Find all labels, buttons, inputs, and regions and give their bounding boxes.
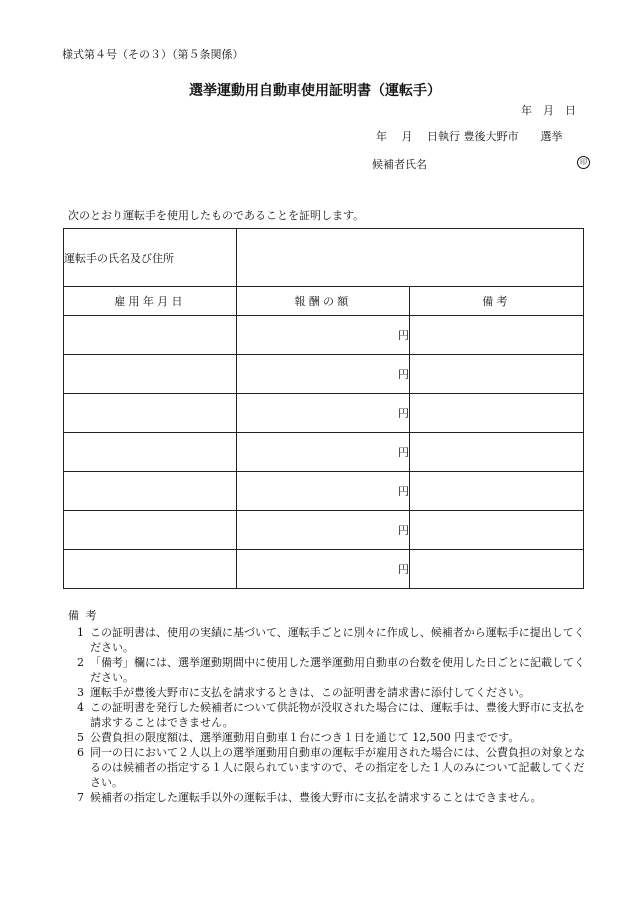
remarks-cell[interactable] (410, 511, 584, 550)
remarks-cell[interactable] (410, 550, 584, 589)
note-item (68, 685, 593, 700)
table-row (64, 511, 584, 550)
yen-unit: 円 (398, 407, 409, 420)
notes-title: 備考 (68, 609, 104, 622)
note-item (68, 745, 593, 790)
driver-table (63, 228, 584, 589)
date-cell[interactable] (64, 433, 237, 472)
seal-mark-icon: 印 (577, 156, 590, 169)
note-number: 7 (77, 791, 84, 804)
date-cell[interactable] (64, 472, 237, 511)
note-item (68, 625, 593, 655)
amount-cell[interactable] (237, 433, 410, 472)
yen-unit: 円 (398, 446, 409, 459)
amount-cell[interactable] (237, 472, 410, 511)
date-cell[interactable] (64, 511, 237, 550)
note-text: 「備考」欄には、選挙運動期間中に使用した選挙運動用自動車の台数を使用した日ごとに記載してください。 (90, 656, 585, 684)
amount-cell[interactable] (237, 355, 410, 394)
note-text: この証明書を発行した候補者について供託物が没収された場合には、運転手は、豊後大野市に支払を請求することはできません。 (90, 701, 585, 729)
yen-unit: 円 (398, 329, 409, 342)
document-title: 選挙運動用自動車使用証明書（運転手） (189, 83, 441, 99)
remarks-cell[interactable] (410, 394, 584, 433)
table-row (64, 472, 584, 511)
table-row (64, 550, 584, 589)
amount-cell[interactable] (237, 394, 410, 433)
note-item (68, 700, 593, 730)
remarks-cell[interactable] (410, 316, 584, 355)
name-address-label: 運転手の氏名及び住所 (64, 229, 237, 287)
column-header-remarks: 備考 (410, 287, 584, 316)
remarks-cell[interactable] (410, 472, 584, 511)
note-text: この証明書は、使用の実績に基づいて、運転手ごとに別々に作成し、候補者から運転手に提出してください。 (90, 626, 585, 654)
amount-cell[interactable] (237, 316, 410, 355)
name-address-field[interactable] (237, 229, 584, 287)
yen-unit: 円 (398, 368, 409, 381)
yen-unit: 円 (398, 524, 409, 537)
remarks-cell[interactable] (410, 355, 584, 394)
note-number: 2 (77, 656, 84, 669)
name-address-row (64, 229, 584, 287)
note-item (68, 730, 593, 745)
note-number: 5 (77, 731, 84, 744)
amount-cell[interactable] (237, 511, 410, 550)
issue-date-line: 年 月 日 (521, 104, 576, 117)
note-text: 公費負担の限度額は、選挙運動用自動車１台につき１日を通じて 12,500 円までです。 (90, 731, 520, 744)
note-text: 候補者の指定した運転手以外の運転手は、豊後大野市に支払を請求することはできません。 (90, 791, 542, 804)
table-row (64, 316, 584, 355)
amount-cell[interactable] (237, 550, 410, 589)
note-item (68, 790, 593, 805)
date-cell[interactable] (64, 316, 237, 355)
table-row (64, 433, 584, 472)
table-row (64, 355, 584, 394)
yen-unit: 円 (398, 563, 409, 576)
table-header-row (64, 287, 584, 316)
note-text: 運転手が豊後大野市に支払を請求するときは、この証明書を請求書に添付してください。 (90, 686, 530, 699)
notes-section (68, 608, 593, 805)
date-cell[interactable] (64, 394, 237, 433)
election-date-line: 年 月 日執行 豊後大野市 選挙 (376, 130, 563, 143)
column-header-amount: 報酬の額 (237, 287, 410, 316)
note-number: 3 (77, 686, 84, 699)
note-number: 1 (77, 626, 84, 639)
table-row (64, 394, 584, 433)
date-cell[interactable] (64, 355, 237, 394)
yen-unit: 円 (398, 485, 409, 498)
note-number: 4 (77, 701, 84, 714)
certification-statement: 次のとおり運転手を使用したものであることを証明します。 (68, 209, 365, 222)
note-text: 同一の日において２人以上の選挙運動用自動車の運転手が雇用された場合には、公費負担の対象となるのは候補者の指定する１人に限られていますので、その指定をした１人のみについて記載してください。 (90, 746, 585, 789)
column-header-date: 雇用年月日 (64, 287, 237, 316)
note-item (68, 655, 593, 685)
remarks-cell[interactable] (410, 433, 584, 472)
date-cell[interactable] (64, 550, 237, 589)
candidate-name-label: 候補者氏名 (372, 158, 427, 171)
note-number: 6 (77, 746, 84, 759)
form-number: 様式第４号（その３）（第５条関係） (62, 48, 244, 61)
